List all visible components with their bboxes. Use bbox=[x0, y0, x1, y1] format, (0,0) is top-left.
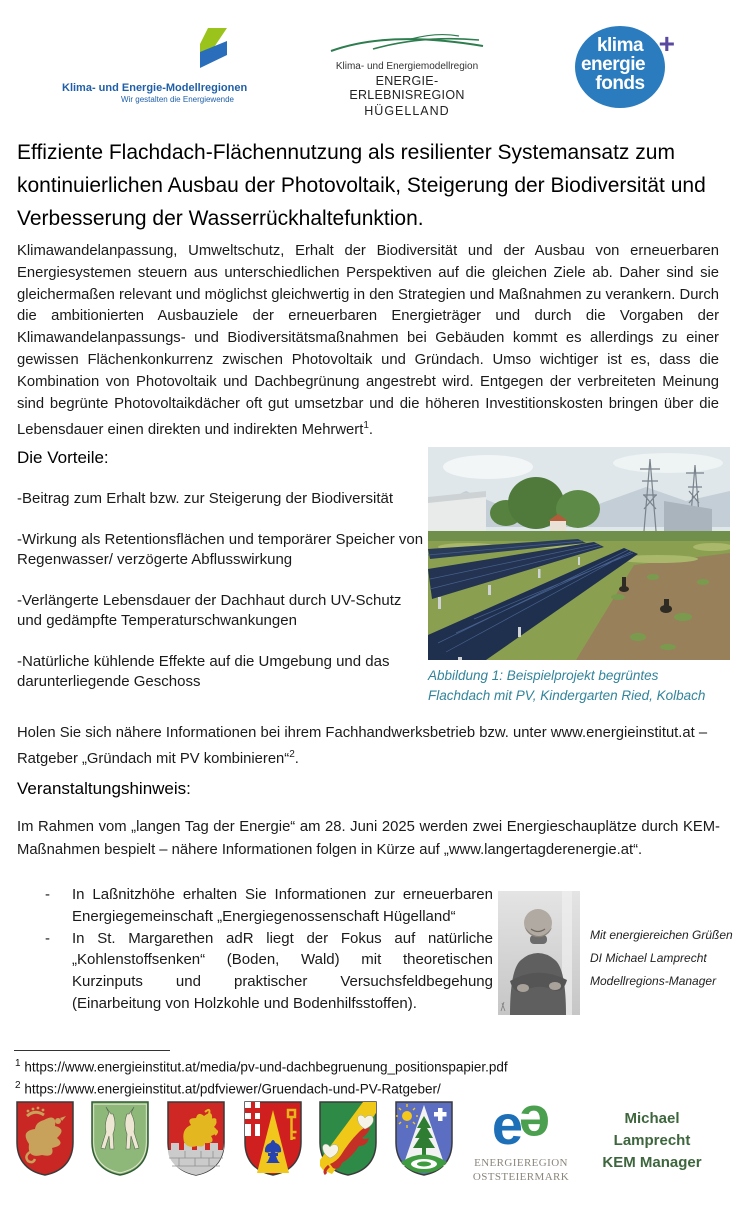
event-paragraph: Im Rahmen vom „langen Tag der Energie“ am 28. Juni 2025 werden zwei Energieschauplätze durch KEM-Maßnahmen bespielt – nähere Informationen folgen in Kürze auf „www.langertagderenergie.at“. bbox=[17, 819, 720, 858]
event-bullet-list bbox=[45, 884, 493, 1015]
footnote-marker: 2 bbox=[15, 1080, 21, 1091]
bullet-text: In Laßnitzhöhe erhalten Sie Informationen zur erneuerbaren Energiegemeinschaft „Energiegenossenschaft Hügelland“ bbox=[72, 886, 493, 925]
signature-block bbox=[590, 924, 734, 993]
benefit-item: -Wirkung als Retentionsflächen und temporärer Speicher von Regenwasser/ verzögerte Abflusswirkung bbox=[17, 531, 424, 568]
benefit-item: -Natürliche kühlende Effekte auf die Umgebung und das darunterliegende Geschoss bbox=[17, 653, 390, 690]
coat-of-arms-fleur-key bbox=[242, 1100, 304, 1176]
info-period: . bbox=[294, 750, 299, 767]
footnote-ref-1: 1 bbox=[363, 420, 369, 432]
kem-logo-tagline: Wir gestalten die Energiewende bbox=[121, 95, 234, 104]
benefits-heading: Die Vorteile: bbox=[17, 448, 109, 467]
signature-greeting: Mit energiereichen Grüßen bbox=[590, 928, 733, 942]
huegelland-logo-line2: ENERGIE-ERLEBNISREGION bbox=[349, 74, 465, 102]
intro-paragraph bbox=[17, 241, 719, 442]
hills-icon bbox=[327, 28, 487, 54]
energieregion-logo bbox=[462, 1093, 580, 1184]
footnote bbox=[15, 1058, 508, 1075]
footnote-divider bbox=[14, 1050, 170, 1051]
klimafonds-wordmark bbox=[575, 36, 665, 93]
dash-bullet: - bbox=[45, 886, 50, 903]
klimafonds-word3: fonds bbox=[595, 73, 645, 94]
figure-caption: Abbildung 1: Beispielprojekt begrüntes Flachdach mit PV, Kindergarten Ried, Kolbach bbox=[428, 668, 706, 703]
footnote-url: https://www.energieinstitut.at/media/pv-und-dachbegruenung_positionspapier.pdf bbox=[24, 1059, 508, 1075]
signature-role: Modellregions-Manager bbox=[590, 974, 717, 988]
kem-logo-icon bbox=[182, 28, 228, 78]
footnote-url: https://www.energieinstitut.at/pdfviewer/Gruendach-und-PV-Ratgeber/ bbox=[24, 1081, 441, 1097]
event-heading: Veranstaltungshinweis: bbox=[17, 779, 191, 798]
intro-text: Klimawandelanpassung, Umweltschutz, Erhalt der Biodiversität und der Ausbau von erneuerbaren Energiesystemen steuern aus unterschiedlichen Perspektiven auf die gleichen Ziele ab. Daher sind sie gleichermaßen relevant und möglichst gleichwertig in den Strategien und Maßnahmen zu verankern. Durch die ambitionierten Ausbauziele der erneuerbaren Energieträger und durch die Vorgaben der Klimawandelanpassungs- und Biodiversitätsmaßnahmen bei Gebäuden kommt es allerdings zu einer gewissen Flächenkonkurrenz zwischen Photovoltaik und Gründach. Umso wichtiger ist es, dass die Kombination von Photovoltaik und Dachbegrünung angestrebt wird. Entgegen der verbreiteten Meinung sind begrünte Photovoltaikdächer oft gut umsetzbar und die höheren Investitionskosten bringen über die Lebensdauer einen direkten und indirekten Mehrwert bbox=[17, 243, 719, 439]
huegelland-logo-line1: Klima- und Energiemodellregion bbox=[335, 61, 479, 72]
kem-logo-title: Klima- und Energie-Modellregionen bbox=[62, 82, 248, 94]
plus-icon: + bbox=[658, 28, 675, 59]
figure-1 bbox=[428, 447, 730, 706]
coat-of-arms-lion-wall bbox=[165, 1100, 227, 1176]
kem-manager-name: Michael Lamprecht KEM Manager bbox=[602, 1110, 702, 1171]
footnote-ref-2: 2 bbox=[289, 749, 295, 760]
klimafonds-logo bbox=[575, 26, 675, 118]
green-roof-pv-photo bbox=[428, 447, 730, 660]
klimafonds-word2: energie bbox=[580, 54, 646, 75]
footnote-marker: 1 bbox=[15, 1058, 21, 1069]
intro-period: . bbox=[368, 422, 373, 439]
manager-portrait-photo bbox=[498, 891, 580, 1015]
bullet-text: In St. Margarethen adR liegt der Fokus auf natürliche „Kohlenstoffsenken“ (Boden, Wald) mit theoretischen Kurzinputs und praktischer Versuchsfeldbegehung (Einarbeitung von Holzkohle und Bodenhilfsstoffen). bbox=[72, 929, 493, 1012]
signature-name: DI Michael Lamprecht bbox=[590, 951, 707, 965]
benefit-item: -Verlängerte Lebensdauer der Dachhaut durch UV-Schutz und gedämpfte Temperaturschwankungen bbox=[17, 592, 402, 629]
klimafonds-word1: klima bbox=[596, 35, 644, 56]
energieregion-ea-icon: e e bbox=[491, 1093, 551, 1157]
footnote bbox=[15, 1080, 441, 1097]
benefit-item: -Beitrag zum Erhalt bzw. zur Steigerung der Biodiversität bbox=[17, 490, 394, 507]
benefits-section bbox=[17, 448, 425, 692]
coat-of-arms-red-griffin bbox=[14, 1100, 76, 1176]
list-item bbox=[45, 928, 493, 1015]
dash-bullet: - bbox=[45, 929, 50, 947]
energieregion-name: ENERGIEREGION OSTSTEIERMARK bbox=[472, 1157, 570, 1183]
huegelland-logo bbox=[322, 28, 492, 118]
coat-of-arms-green-goats bbox=[89, 1100, 151, 1176]
list-item bbox=[45, 884, 493, 928]
info-paragraph bbox=[17, 722, 719, 770]
coat-of-arms-marten bbox=[317, 1100, 379, 1176]
page-title: Effiziente Flachdach-Flächennutzung als resilienter Systemansatz zum kontinuierlichen Ausbau der Photovoltaik, Steigerung der Biodiversität und Verbesserung der Wasserrückhaltefunktion. bbox=[17, 141, 706, 230]
huegelland-logo-line3: HÜGELLAND bbox=[364, 104, 450, 118]
kem-logo bbox=[62, 28, 248, 104]
coat-of-arms-tree-sun bbox=[393, 1100, 455, 1176]
info-text: Holen Sie sich nähere Informationen bei ihrem Fachhandwerksbetrieb bzw. unter www.energieinstitut.at – Ratgeber „Gründach mit PV kombinieren“ bbox=[17, 725, 708, 767]
